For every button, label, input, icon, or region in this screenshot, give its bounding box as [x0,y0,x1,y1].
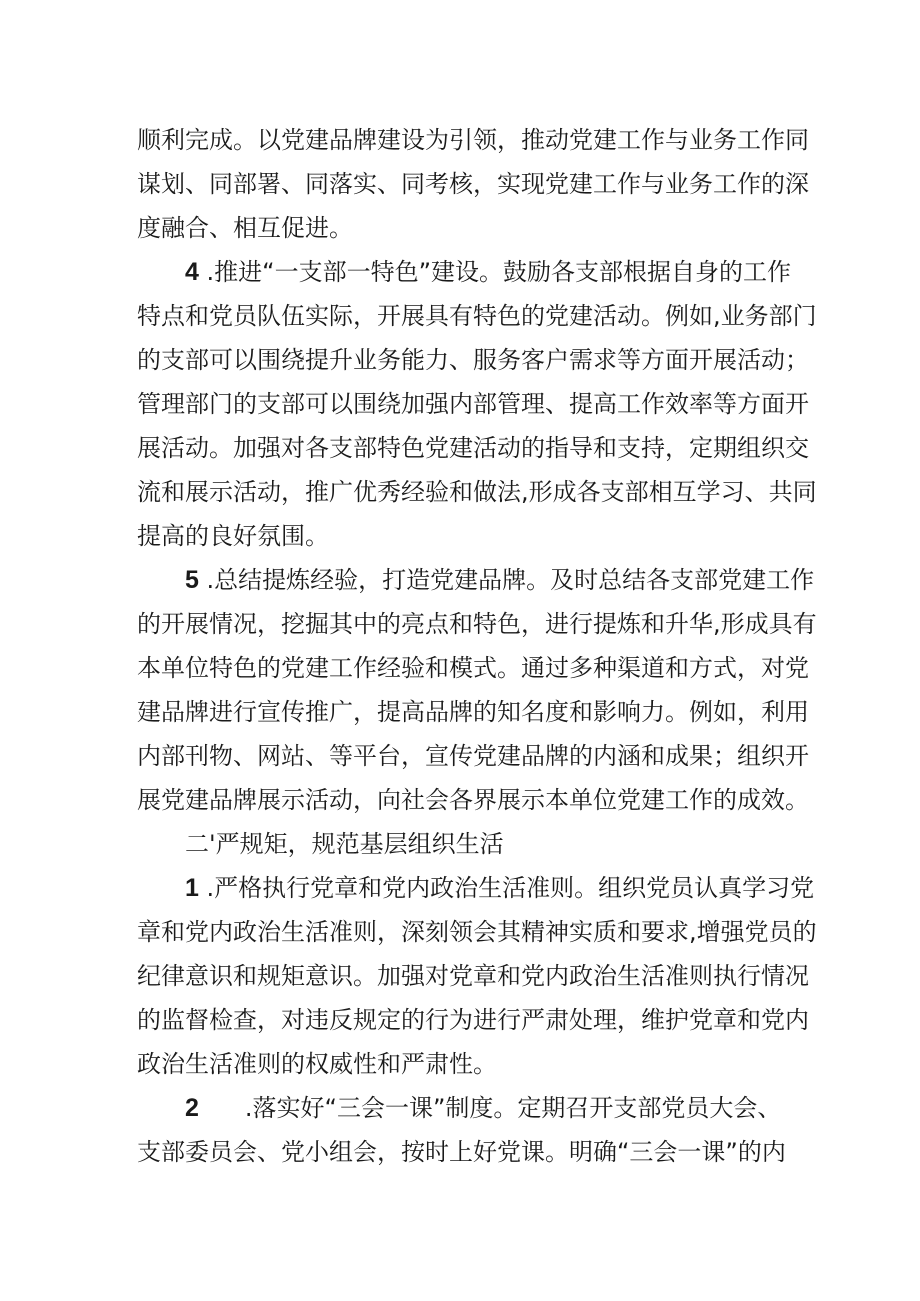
text-line: 建品牌进行宣传推广，提高品牌的知名度和影响力。例如，利用 [137,698,809,726]
text-line: 提高的良好氛围。 [137,522,329,550]
text-line: .严格执行党章和党内政治生活准则。组织党员认真学习党 [206,874,815,902]
section-heading: 二'严规矩，规范基层组织生活 [185,830,504,858]
text-line: 特点和党员队伍实际，开展具有特色的党建活动。例如,业务部门 [137,302,817,330]
text-line: 政治生活准则的权威性和严肃性。 [137,1050,497,1078]
text-line: 的开展情况，挖掘其中的亮点和特色，进行提炼和升华,形成具有 [137,610,817,638]
numbered-paragraph-start [185,1086,781,1130]
text-line: 的支部可以围绕提升业务能力、服务客户需求等方面开展活动； [137,346,809,374]
item-number: 4 [185,258,199,286]
text-line: 内部刊物、网站、等平台，宣传党建品牌的内涵和成果；组织开 [137,742,809,770]
text-line: 章和党内政治生活准则，深刻领会其精神实质和要求,增强党员的 [137,918,817,946]
text-line: 展党建品牌展示活动，向社会各界展示本单位党建工作的成效。 [137,786,809,814]
text-line: .推进“一支部一特色”建设。鼓励各支部根据自身的工作 [206,258,792,286]
numbered-paragraph-start [185,558,814,602]
text-line: 支部委员会、党小组会，按时上好党课。明确“三会一课”的内 [137,1138,786,1166]
text-line: 顺利完成。以党建品牌建设为引领，推动党建工作与业务工作同 [137,126,809,154]
item-number: 5 [185,566,199,594]
text-line: .总结提炼经验，打造党建品牌。及时总结各支部党建工作 [206,566,815,594]
text-line: 谋划、同部署、同落实、同考核，实现党建工作与业务工作的深 [137,170,809,198]
numbered-paragraph-start [185,250,791,294]
numbered-paragraph-start [185,866,814,910]
text-line: 管理部门的支部可以围绕加强内部管理、提高工作效率等方面开 [137,390,809,418]
text-line: 流和展示活动，推广优秀经验和做法,形成各支部相互学习、共同 [137,478,817,506]
text-line: 本单位特色的党建工作经验和模式。通过多种渠道和方式，对党 [137,654,809,682]
text-line: 纪律意识和规矩意识。加强对党章和党内政治生活准则执行情况 [137,962,809,990]
text-line: 展活动。加强对各支部特色党建活动的指导和支持，定期组织交 [137,434,809,462]
item-number: 1 [185,874,199,902]
text-line: .落实好“三会一课”制度。定期召开支部党员大会、 [244,1094,782,1122]
text-line: 的监督检查，对违反规定的行为进行严肃处理，维护党章和党内 [137,1006,809,1034]
item-number: 2 [185,1094,199,1122]
text-line: 度融合、相互促进。 [137,214,353,242]
